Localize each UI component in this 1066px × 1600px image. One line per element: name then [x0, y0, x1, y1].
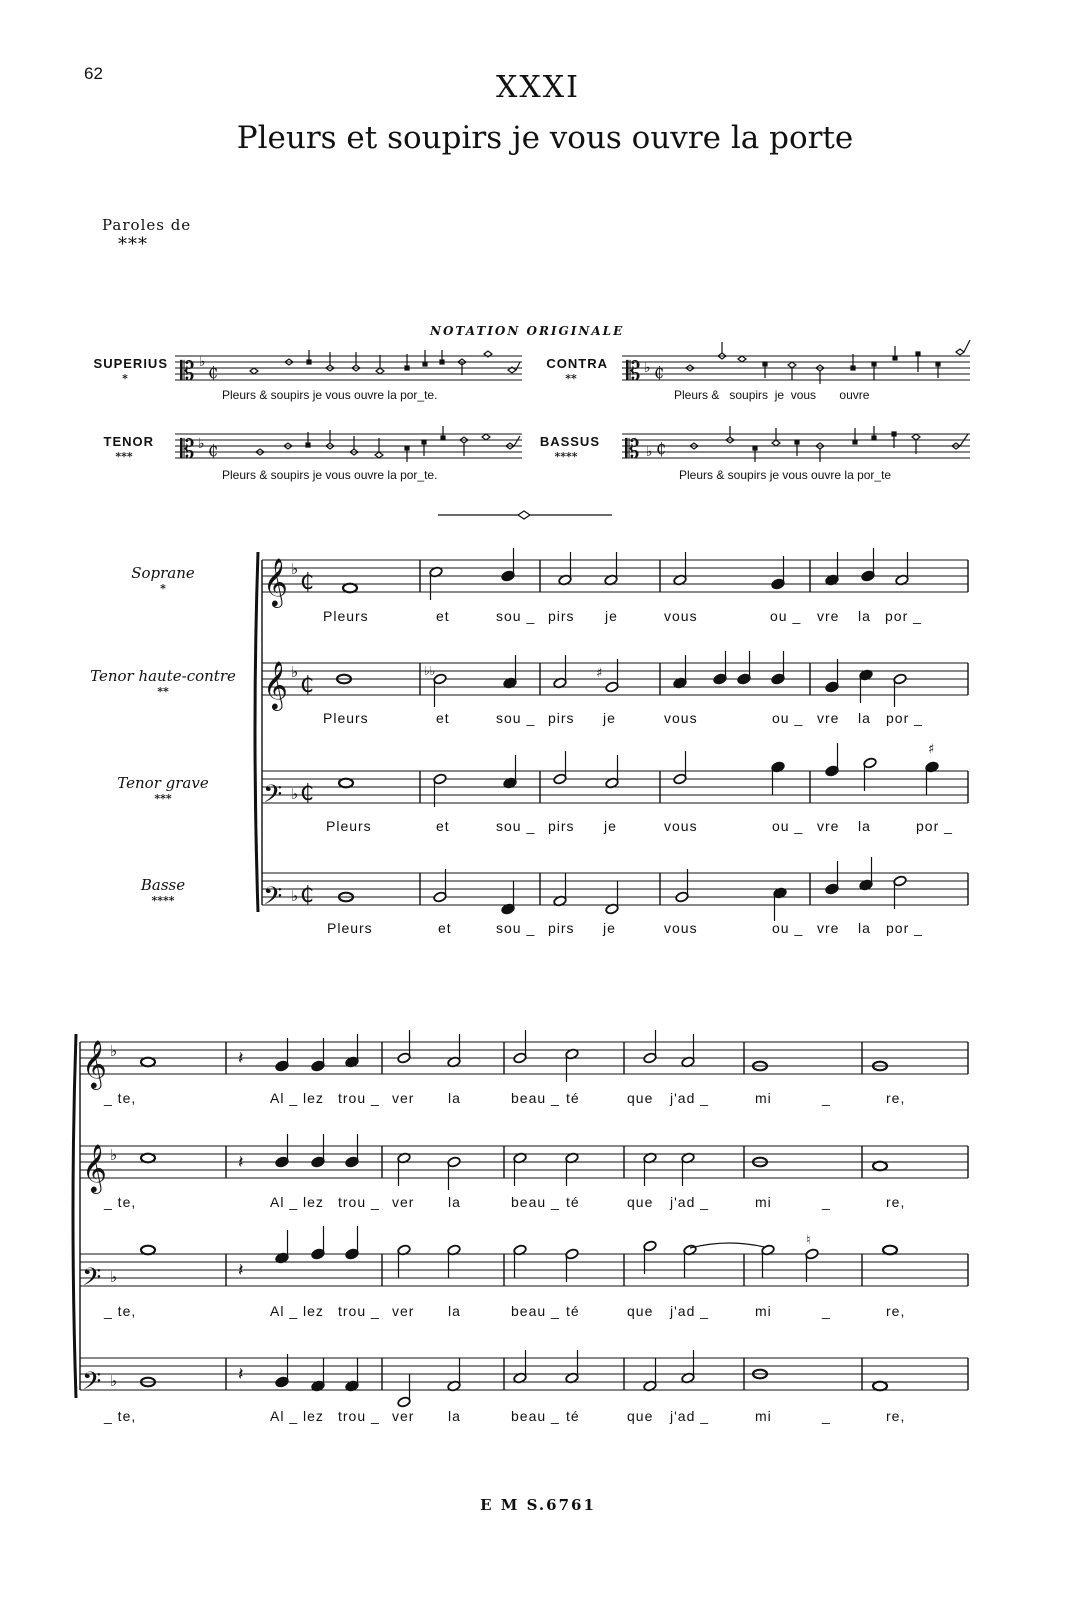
syllable: Al _ — [270, 1303, 299, 1319]
syllable: la — [448, 1090, 461, 1106]
quarter-rest: 𝄽 — [238, 1260, 244, 1281]
syllable: vous — [664, 818, 698, 834]
syllable: la — [448, 1194, 461, 1210]
syllable: vre — [817, 710, 840, 726]
syllable: ou _ — [772, 710, 804, 726]
incipit-stars-tenor: *** — [115, 450, 133, 463]
syllable: sou _ — [496, 920, 536, 936]
incipit-label-tenor: TENOR — [103, 434, 154, 449]
syllable: pirs — [548, 710, 575, 726]
voice-name-basse: Basse — [140, 876, 186, 894]
syllable: ou _ — [772, 818, 804, 834]
syllable: por _ — [916, 818, 953, 834]
syllable: et — [438, 920, 452, 936]
syllable: ver — [392, 1090, 415, 1106]
piece-title: Pleurs et soupirs je vous ouvre la porte — [236, 120, 854, 156]
system-bracket — [73, 1034, 76, 1398]
syllable: trou _ — [338, 1303, 380, 1319]
incipit-label-superius: SUPERIUS — [93, 356, 168, 371]
incipit-lyric-bassus: Pleurs & soupirs je vous ouvre la por_te — [679, 468, 892, 482]
syllable: la — [858, 818, 871, 834]
syllable: pirs — [548, 818, 575, 834]
time-signature: ₵ — [300, 673, 314, 698]
syllable: té — [566, 1303, 580, 1319]
syllable: _ te, — [104, 1408, 137, 1424]
syllable: vre — [817, 920, 840, 936]
syllable: et — [436, 818, 450, 834]
incipit-lyric-contra: Pleurs & soupirs je vous ouvre — [674, 388, 870, 402]
syllable: vous — [664, 710, 698, 726]
note-whole — [873, 1382, 887, 1391]
svg-text:₵: ₵ — [654, 363, 665, 382]
note-whole — [343, 584, 357, 593]
quarter-rest: 𝄽 — [238, 1048, 244, 1069]
syllable: beau _ — [511, 1303, 560, 1319]
syllable: trou _ — [338, 1408, 380, 1424]
syllable: té — [566, 1408, 580, 1424]
syllable: sou _ — [496, 608, 536, 624]
syllable: sou _ — [496, 818, 536, 834]
lyricist-name: *** — [118, 234, 148, 255]
syllable: _ te, — [104, 1090, 137, 1106]
syllable: Pleurs — [323, 608, 369, 624]
svg-text:₵: ₵ — [208, 441, 219, 460]
syllable: _ — [822, 1090, 831, 1106]
syllable: que — [627, 1090, 654, 1106]
syllable: Pleurs — [327, 920, 373, 936]
voice-stars-soprane: * — [160, 582, 166, 595]
syllable: lez — [303, 1303, 324, 1319]
syllable: ver — [392, 1303, 415, 1319]
key-signature-flat: ♭ — [110, 1268, 118, 1286]
incipit-clef-tenor: 𝄡 — [180, 435, 195, 465]
quarter-rest: 𝄽 — [238, 1152, 244, 1173]
syllable: pirs — [548, 920, 575, 936]
syllable: que — [627, 1194, 654, 1210]
quarter-rest: 𝄽 — [238, 1364, 244, 1385]
sharp: ♯ — [928, 742, 935, 757]
syllable: _ — [822, 1303, 831, 1319]
syllable: _ te, — [104, 1303, 137, 1319]
incipit-stars-bassus: **** — [554, 450, 578, 463]
syllable: la — [448, 1408, 461, 1424]
syllable: j'ad _ — [670, 1090, 710, 1106]
syllable: por _ — [886, 710, 923, 726]
syllable: vre — [817, 608, 840, 624]
syllable: beau _ — [511, 1408, 560, 1424]
syllable: té — [566, 1090, 580, 1106]
syllable: beau _ — [511, 1090, 560, 1106]
note-whole — [883, 1246, 897, 1255]
syllable: la — [448, 1303, 461, 1319]
syllable: ver — [392, 1194, 415, 1210]
syllable: mi — [755, 1194, 772, 1210]
syllable: re, — [886, 1194, 906, 1210]
syllable: et — [436, 608, 450, 624]
syllable: trou _ — [338, 1090, 380, 1106]
syllable: que — [627, 1303, 654, 1319]
svg-text:♭: ♭ — [646, 444, 653, 460]
syllable: je — [603, 710, 616, 726]
voice-name-tenor-haute-contre: Tenor haute-contre — [90, 667, 236, 685]
syllable: lez — [303, 1408, 324, 1424]
time-signature: ₵ — [300, 570, 314, 595]
syllable: _ te, — [104, 1194, 137, 1210]
key-signature-flat: ♭ — [110, 1146, 118, 1164]
syllable: re, — [886, 1303, 906, 1319]
original-notation-title: NOTATION ORIGINALE — [430, 324, 625, 338]
syllable: je — [605, 608, 618, 624]
note-whole — [141, 1246, 155, 1255]
slur — [690, 1243, 768, 1248]
page-number: 62 — [84, 64, 103, 83]
syllable: ver — [392, 1408, 415, 1424]
note-whole — [141, 1154, 155, 1163]
bass-clef: 𝄢 — [82, 1367, 102, 1402]
syllable: la — [858, 608, 871, 624]
svg-text:♭: ♭ — [198, 436, 205, 452]
syllable: vous — [664, 920, 698, 936]
bass-clef: 𝄢 — [82, 1263, 102, 1298]
syllable: je — [603, 920, 616, 936]
key-signature-flat: ♭ — [110, 1042, 118, 1060]
svg-text:₵: ₵ — [656, 439, 667, 458]
syllable: mi — [755, 1090, 772, 1106]
syllable: la — [858, 920, 871, 936]
bass-clef: 𝄢 — [263, 780, 283, 815]
syllable: mi — [755, 1303, 772, 1319]
voice-stars-basse: **** — [151, 894, 175, 907]
syllable: sou _ — [496, 710, 536, 726]
syllable: j'ad _ — [670, 1194, 710, 1210]
treble-clef: 𝄞 — [263, 557, 288, 606]
svg-text:♭: ♭ — [199, 354, 206, 370]
syllable: Al _ — [270, 1194, 299, 1210]
voice-stars-tenor-grave: *** — [154, 792, 172, 805]
syllable: ou _ — [770, 608, 802, 624]
syllable: té — [566, 1194, 580, 1210]
syllable: vre — [817, 818, 840, 834]
syllable: mi — [755, 1408, 772, 1424]
syllable: ou _ — [772, 920, 804, 936]
key-signature-flat: ♭ — [291, 663, 299, 681]
syllable: j'ad _ — [670, 1303, 710, 1319]
syllable: Pleurs — [326, 818, 372, 834]
publisher-code: E M S.6761 — [480, 1496, 596, 1514]
treble-clef: 𝄞 — [82, 1039, 107, 1088]
voice-name-tenor-grave: Tenor grave — [117, 774, 209, 792]
syllable: lez — [303, 1090, 324, 1106]
key-signature-flat: ♭ — [291, 785, 299, 803]
syllable: Al _ — [270, 1408, 299, 1424]
syllable: j'ad _ — [670, 1408, 710, 1424]
syllable: re, — [886, 1090, 906, 1106]
incipit-lyric-superius: Pleurs & soupirs je vous ouvre la por_te. — [222, 388, 438, 402]
syllable: re, — [886, 1408, 906, 1424]
double-flat: ♭♭ — [424, 664, 436, 678]
time-signature: ₵ — [300, 883, 314, 908]
syllable: lez — [303, 1194, 324, 1210]
svg-text:♭: ♭ — [644, 360, 651, 376]
syllable: beau _ — [511, 1194, 560, 1210]
syllable: _ — [822, 1408, 831, 1424]
syllable: que — [627, 1408, 654, 1424]
incipit-clef-bassus: 𝄡 — [625, 435, 640, 465]
incipit-label-contra: CONTRA — [546, 356, 608, 371]
voice-name-soprane: Soprane — [131, 564, 195, 582]
sharp: ♯ — [596, 666, 603, 681]
incipit-stars-superius: * — [122, 372, 128, 385]
incipit-label-bassus: BASSUS — [539, 434, 600, 449]
syllable: et — [436, 710, 450, 726]
svg-text:₵: ₵ — [208, 363, 219, 382]
piece-number: XXXI — [496, 70, 580, 105]
voice-stars-tenor-haute-contre: ** — [157, 685, 169, 698]
note-whole — [873, 1162, 887, 1171]
treble-clef: 𝄞 — [82, 1143, 107, 1192]
syllable: por _ — [886, 920, 923, 936]
lyricist-label: Paroles de — [102, 216, 192, 234]
incipit-lyric-tenor: Pleurs & soupirs je vous ouvre la por_te. — [222, 468, 438, 482]
treble-clef: 𝄞 — [263, 660, 288, 709]
syllable: je — [604, 818, 617, 834]
time-signature: ₵ — [300, 781, 314, 806]
syllable: Al _ — [270, 1090, 299, 1106]
key-signature-flat: ♭ — [110, 1372, 118, 1390]
bass-clef: 𝄢 — [263, 882, 283, 917]
key-signature-flat: ♭ — [291, 560, 299, 578]
system-bracket — [255, 552, 258, 912]
syllable: vous — [664, 608, 698, 624]
syllable: la — [858, 710, 871, 726]
key-signature-flat: ♭ — [291, 887, 299, 905]
note-whole — [141, 1058, 155, 1067]
syllable: pirs — [548, 608, 575, 624]
incipit-clef-contra: 𝄡 — [626, 357, 641, 387]
syllable: trou _ — [338, 1194, 380, 1210]
natural: ♮ — [806, 1233, 811, 1248]
incipit-clef-superius: 𝄡 — [180, 357, 195, 387]
syllable: Pleurs — [323, 710, 369, 726]
note-whole — [339, 779, 353, 788]
syllable: _ — [822, 1194, 831, 1210]
syllable: por _ — [885, 608, 922, 624]
incipit-stars-contra: ** — [565, 372, 577, 385]
